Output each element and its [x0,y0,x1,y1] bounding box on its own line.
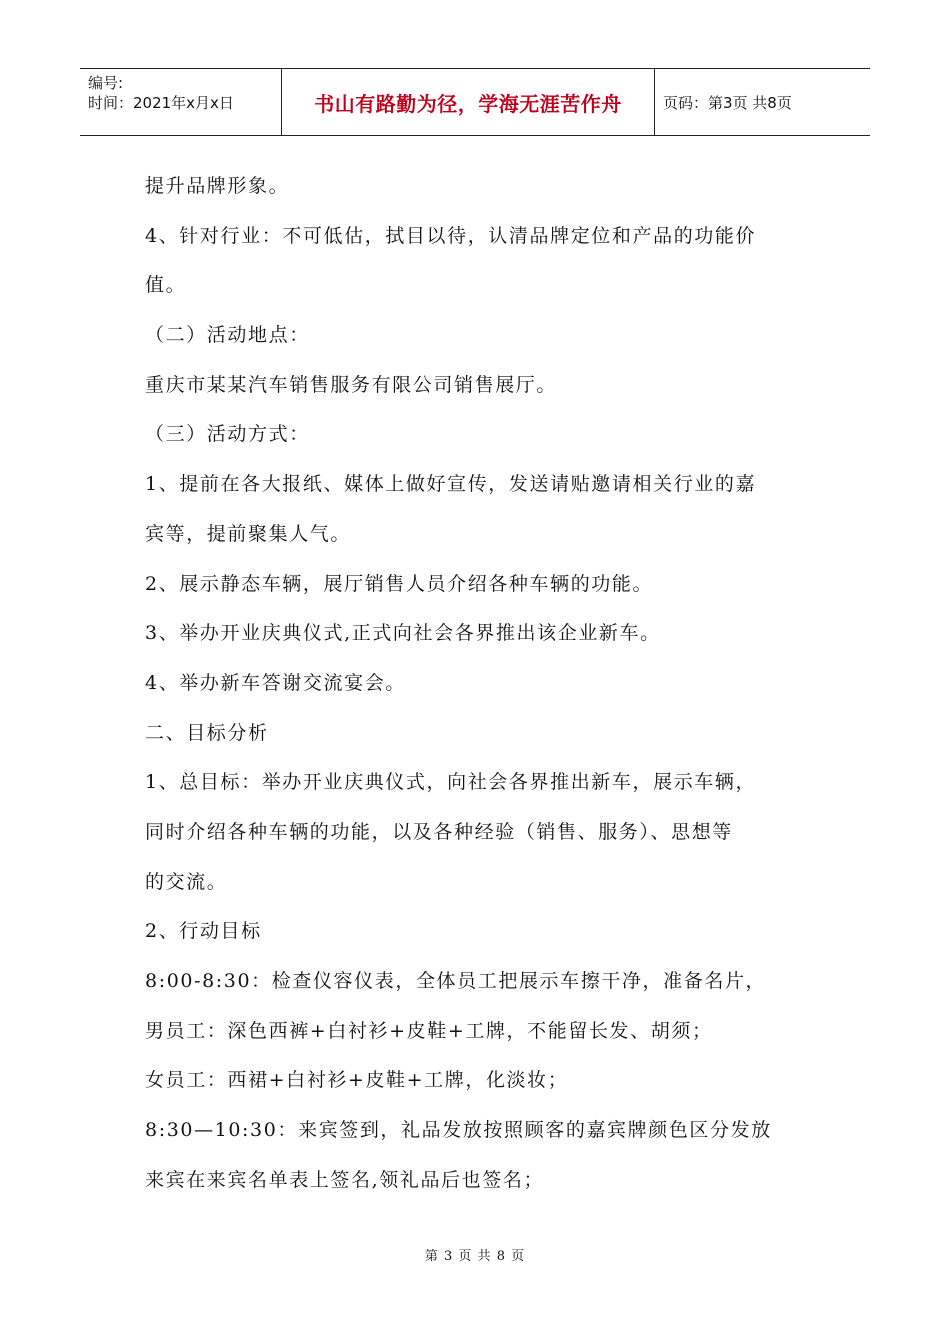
body-line: 3、举办开业庆典仪式,正式向社会各界推出该企业新车。 [145,622,661,645]
header-motto: 书山有路勤为径，学海无涯苦作舟 [282,69,655,135]
page-header [80,68,870,136]
body-line: 8:30—10:30：来宾签到，礼品发放按照顾客的嘉宾牌颜色区分发放 [145,1119,772,1142]
body-line: 2、展示静态车辆，展厅销售人员介绍各种车辆的功能。 [145,572,654,595]
header-meta [80,69,282,135]
body-line: 2、行动目标 [145,920,262,943]
body-line: 提升品牌形象。 [145,175,290,197]
body-line: 女员工：西裙+白衬衫+皮鞋+工牌，化淡妆； [145,1069,569,1092]
header-page-number: 页码：第3页 共8页 [663,93,792,112]
section-heading: 二、目标分析 [145,721,269,744]
body-line: 1、总目标：举办开业庆典仪式，向社会各界推出新车，展示车辆， [145,771,757,794]
page-footer: 第 3 页 共 8 页 [424,1249,526,1264]
body-line: 同时介绍各种车辆的功能，以及各种经验（销售、服务）、思想等 [145,820,733,843]
body-line: 的交流。 [145,870,228,893]
body-line: 1、提前在各大报纸、媒体上做好宣传，发送请贴邀请相关行业的嘉 [145,473,757,496]
document-number-label: 编号: [88,74,124,92]
section-heading: （三）活动方式： [145,423,310,446]
body-line: 来宾在来宾名单表上签名,领礼品后也签名； [145,1168,545,1191]
body-line: 值。 [145,274,187,297]
body-line: 重庆市某某汽车销售服务有限公司销售展厅。 [145,373,558,396]
document-body [145,162,815,1205]
body-line: 4、举办新车答谢交流宴会。 [145,671,406,694]
body-line: 8:00-8:30：检查仪容仪表，全体员工把展示车擦干净，准备名片， [145,970,767,992]
body-line: 4、针对行业：不可低估，拭目以待，认清品牌定位和产品的功能价 [145,224,757,247]
body-line: 宾等，提前聚集人气。 [145,522,352,545]
section-heading: （二）活动地点： [145,324,310,347]
body-line: 男员工：深色西裤+白衬衫+皮鞋+工牌，不能留长发、胡须； [145,1019,713,1042]
document-date: 时间：2021年x月x日 [88,94,234,112]
